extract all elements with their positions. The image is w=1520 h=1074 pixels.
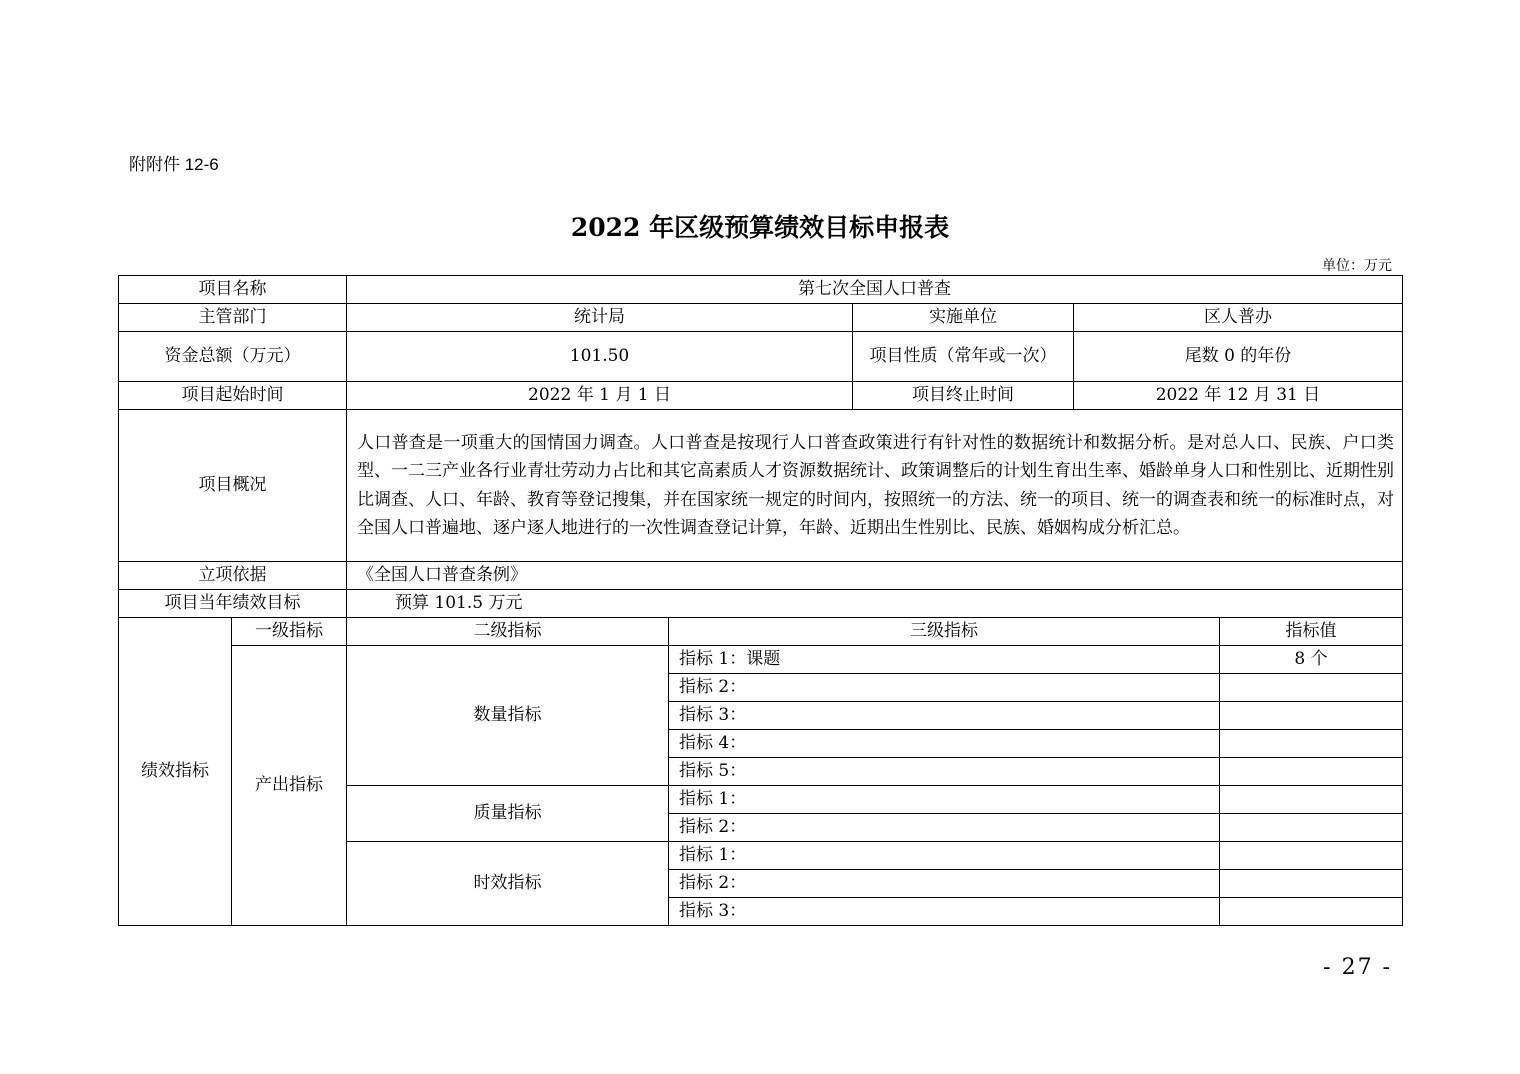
page-number: - 27 - (1323, 955, 1392, 980)
indicator-value (1220, 730, 1403, 758)
indicator-value (1220, 702, 1403, 730)
project-name-label: 项目名称 (119, 276, 347, 304)
performance-indicator-label: 绩效指标 (119, 618, 232, 926)
quantity-indicator-label: 数量指标 (347, 646, 669, 786)
fund-label: 资金总额（万元） (119, 332, 347, 382)
goal-label: 项目当年绩效目标 (119, 590, 347, 618)
dept-value: 统计局 (347, 304, 853, 332)
basis-value: 《全国人口普查条例》 (347, 562, 1403, 590)
indicator-value (1220, 870, 1403, 898)
col-level3: 三级指标 (669, 618, 1220, 646)
row-department (119, 304, 1403, 332)
indicator-name: 指标 3： (669, 898, 1220, 926)
goal-value: 预算 101.5 万元 (347, 590, 1403, 618)
output-indicator-label: 产出指标 (232, 646, 347, 926)
fund-value: 101.50 (347, 332, 853, 382)
col-level1: 一级指标 (232, 618, 347, 646)
indicator-value (1220, 674, 1403, 702)
indicator-name: 指标 3： (669, 702, 1220, 730)
indicator-name: 指标 2： (669, 814, 1220, 842)
end-value: 2022 年 12 月 31 日 (1074, 382, 1403, 410)
indicator-value (1220, 786, 1403, 814)
page-title: 2022 年区级预算绩效目标申报表 (570, 213, 950, 242)
unit-label: 单位：万元 (1322, 258, 1392, 274)
indicator-name: 指标 2： (669, 870, 1220, 898)
indicator-name: 指标 1： (669, 786, 1220, 814)
budget-performance-form (118, 275, 1403, 926)
overview-label: 项目概况 (119, 410, 347, 562)
row-dates (119, 382, 1403, 410)
dept-label: 主管部门 (119, 304, 347, 332)
indicator-header-row (119, 618, 1403, 646)
indicator-value (1220, 814, 1403, 842)
start-value: 2022 年 1 月 1 日 (347, 382, 853, 410)
indicator-name: 指标 2： (669, 674, 1220, 702)
indicator-name: 指标 5： (669, 758, 1220, 786)
end-label: 项目终止时间 (853, 382, 1074, 410)
start-label: 项目起始时间 (119, 382, 347, 410)
indicator-value (1220, 842, 1403, 870)
overview-text: 人口普查是一项重大的国情国力调查。人口普查是按现行人口普查政策进行有针对性的数据统计和数据分析。是对总人口、民族、户口类型、一二三产业各行业青壮劳动力占比和其它高素质人才资源数据统计、政策调整后的计划生育出生率、婚龄单身人口和性别比、近期性别比调查、人口、年龄、教育等登记搜集，并在国家统一规定的时间内，按照统一的方法、统一的项目、统一的调查表和统一的标准时点，对全国人口普遍地、逐户逐人地进行的一次性调查登记计算，年龄、近期出生性别比、民族、婚姻构成分析汇总。 (347, 410, 1403, 562)
indicator-value: 8 个 (1220, 646, 1403, 674)
row-fund (119, 332, 1403, 382)
timeliness-indicator-label: 时效指标 (347, 842, 669, 926)
project-name-value: 第七次全国人口普查 (347, 276, 1403, 304)
impl-unit-label: 实施单位 (853, 304, 1074, 332)
indicator-name: 指标 4： (669, 730, 1220, 758)
row-basis (119, 562, 1403, 590)
basis-label: 立项依据 (119, 562, 347, 590)
row-project-name (119, 276, 1403, 304)
row-annual-goal (119, 590, 1403, 618)
row-overview (119, 410, 1403, 562)
table-row (119, 646, 1403, 674)
indicator-value (1220, 758, 1403, 786)
attachment-label: 附附件 12-6 (129, 155, 219, 174)
nature-label: 项目性质（常年或一次） (853, 332, 1074, 382)
col-level2: 二级指标 (347, 618, 669, 646)
nature-value: 尾数 0 的年份 (1074, 332, 1403, 382)
impl-unit-value: 区人普办 (1074, 304, 1403, 332)
quality-indicator-label: 质量指标 (347, 786, 669, 842)
col-value: 指标值 (1220, 618, 1403, 646)
indicator-name: 指标 1： (669, 842, 1220, 870)
indicator-name: 指标 1：课题 (669, 646, 1220, 674)
indicator-value (1220, 898, 1403, 926)
